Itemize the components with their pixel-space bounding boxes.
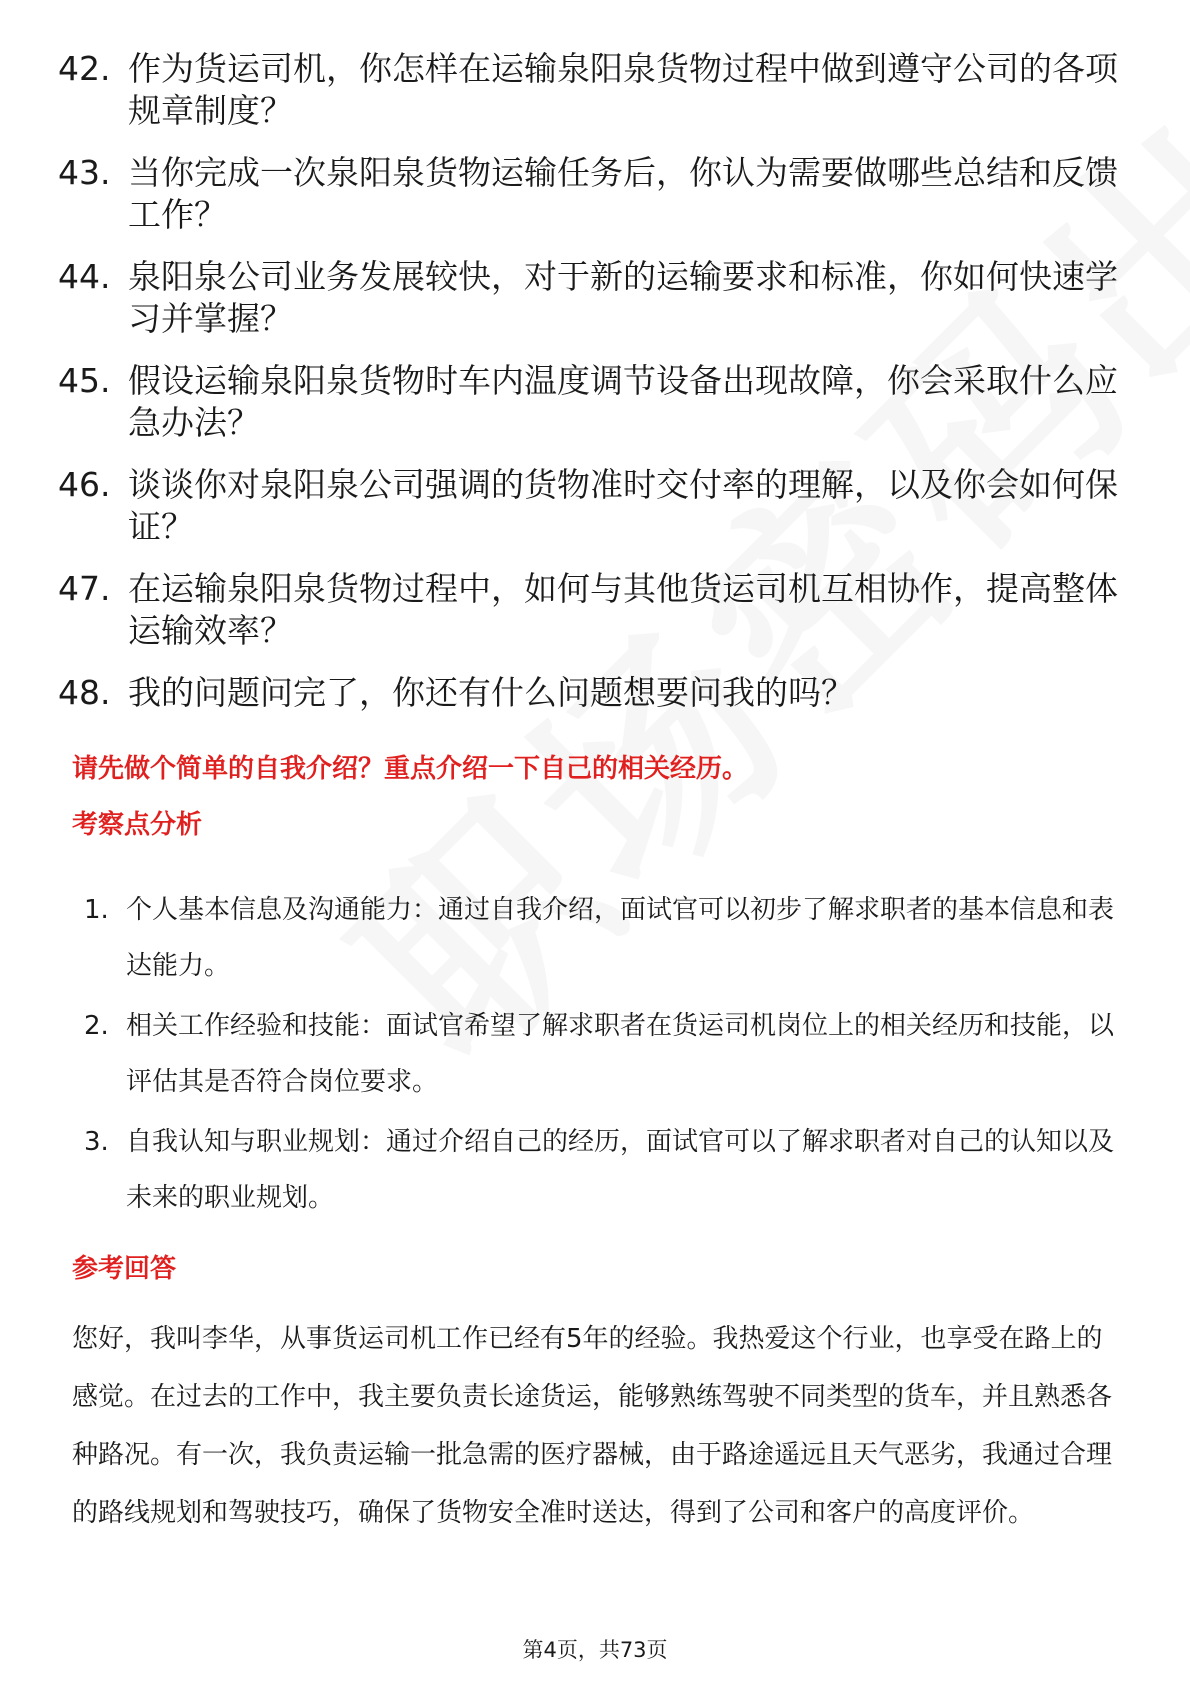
question-text: 假设运输泉阳泉货物时车内温度调节设备出现故障，你会采取什么应急办法？: [128, 361, 1118, 442]
question-item: [58, 256, 1118, 340]
question-number: 43.: [58, 153, 111, 192]
analysis-number: 1.: [84, 895, 109, 925]
answer-paragraph: 您好，我叫李华，从事货运司机工作已经有5年的经验。我热爱这个行业，也享受在路上的感觉。在过去的工作中，我主要负责长途货运，能够熟练驾驶不同类型的货车，并且熟悉各种路况。有一次，我负责运输一批急需的医疗器械，由于路途遥远且天气恶劣，我通过合理的路线规划和驾驶技巧，确保了货物安全准时送达，得到了公司和客户的高度评价。: [72, 1324, 1113, 1528]
analysis-list: [84, 882, 1124, 1230]
question-text: 当你完成一次泉阳泉货物运输任务后，你认为需要做哪些总结和反馈工作？: [128, 153, 1118, 234]
analysis-number: 2.: [84, 1011, 109, 1041]
question-text: 在运输泉阳泉货物过程中，如何与其他货运司机互相协作，提高整体运输效率？: [128, 569, 1118, 650]
analysis-text: 相关工作经验和技能：面试官希望了解求职者在货运司机岗位上的相关经历和技能，以评估其是否符合岗位要求。: [126, 1011, 1115, 1097]
question-number: 45.: [58, 361, 111, 400]
question-text: 作为货运司机，你怎样在运输泉阳泉货物过程中做到遵守公司的各项规章制度？: [128, 49, 1118, 130]
question-number: 47.: [58, 569, 111, 608]
analysis-number: 3.: [84, 1127, 109, 1157]
question-number: 48.: [58, 673, 111, 712]
question-text: 泉阳泉公司业务发展较快，对于新的运输要求和标准，你如何快速学习并掌握？: [128, 257, 1118, 338]
question-text: 我的问题问完了，你还有什么问题想要问我的吗？: [128, 673, 854, 712]
analysis-title: 考察点分析: [72, 810, 203, 840]
page-footer: 第4页，共73页: [522, 1638, 668, 1662]
question-item: [58, 672, 1118, 714]
featured-question: 请先做个简单的自我介绍？重点介绍一下自己的相关经历。: [72, 754, 749, 784]
question-item: [58, 48, 1118, 132]
question-number: 42.: [58, 49, 111, 88]
question-item: [58, 152, 1118, 236]
question-item: [58, 464, 1118, 548]
question-item: [58, 360, 1118, 444]
analysis-item: [84, 1114, 1124, 1226]
question-number: 44.: [58, 257, 111, 296]
analysis-item: [84, 998, 1124, 1110]
question-number: 46.: [58, 465, 111, 504]
analysis-item: [84, 882, 1124, 994]
question-item: [58, 568, 1118, 652]
question-text: 谈谈你对泉阳泉公司强调的货物准时交付率的理解，以及你会如何保证？: [128, 465, 1118, 546]
question-list: [58, 48, 1118, 734]
answer-title: 参考回答: [72, 1254, 177, 1284]
analysis-text: 个人基本信息及沟通能力：通过自我介绍，面试官可以初步了解求职者的基本信息和表达能力。: [126, 895, 1115, 981]
analysis-text: 自我认知与职业规划：通过介绍自己的经历，面试官可以了解求职者对自己的认知以及未来的职业规划。: [126, 1127, 1115, 1213]
